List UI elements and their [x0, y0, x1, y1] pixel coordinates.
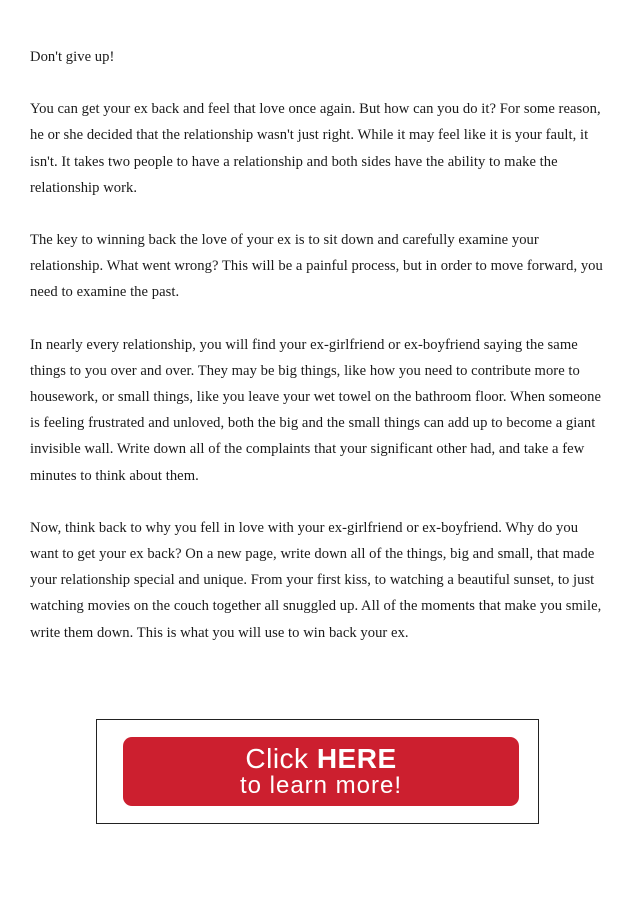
cta-line-1 [123, 744, 519, 773]
paragraph-complaints: In nearly every relationship, you will find your ex-girlfriend or ex-boyfriend saying the same things to you over and over. They may be big things, like how you need to contribute more to housework, or small things, like you leave your wet towel on the bathroom floor. When someone is feeling frustrated and unloved, both the big and the small things can add up to become a giant invisible wall. Write down all of the complaints that your significant other had, and take a few minutes to think about them. [30, 336, 601, 484]
cta-word-here: HERE [316, 743, 397, 774]
document-body [30, 44, 608, 646]
click-here-button[interactable] [123, 737, 519, 806]
paragraph-fell-in-love: Now, think back to why you fell in love with your ex-girlfriend or ex-boyfriend. Why do you want to get your ex back? On a new page, write down all of the things, big and small, that made your relationship special and unique. From your first kiss, to watching a beautiful sunset, to just watching movies on the couch together all snuggled up. All of the moments that make you smile, write them down. This is what you will use to win back your ex. [30, 519, 602, 641]
cta-banner [96, 719, 539, 824]
cta-line-2: to learn more! [239, 772, 403, 799]
paragraph-dont-give-up: Don't give up! [30, 49, 115, 65]
paragraph-examine-relationship: The key to winning back the love of your ex is to sit down and carefully examine your relationship. What went wrong? This will be a painful process, but in order to move forward, you need to examine the past. [30, 232, 603, 301]
paragraph-get-ex-back: You can get your ex back and feel that love once again. But how can you do it? For some reason, he or she decided that the relationship wasn't just right. While it may feel like it is your fault, it isn't. It takes two people to have a relationship and both sides have the ability to make the relationship work. [30, 101, 601, 196]
cta-word-click: Click [245, 743, 309, 774]
